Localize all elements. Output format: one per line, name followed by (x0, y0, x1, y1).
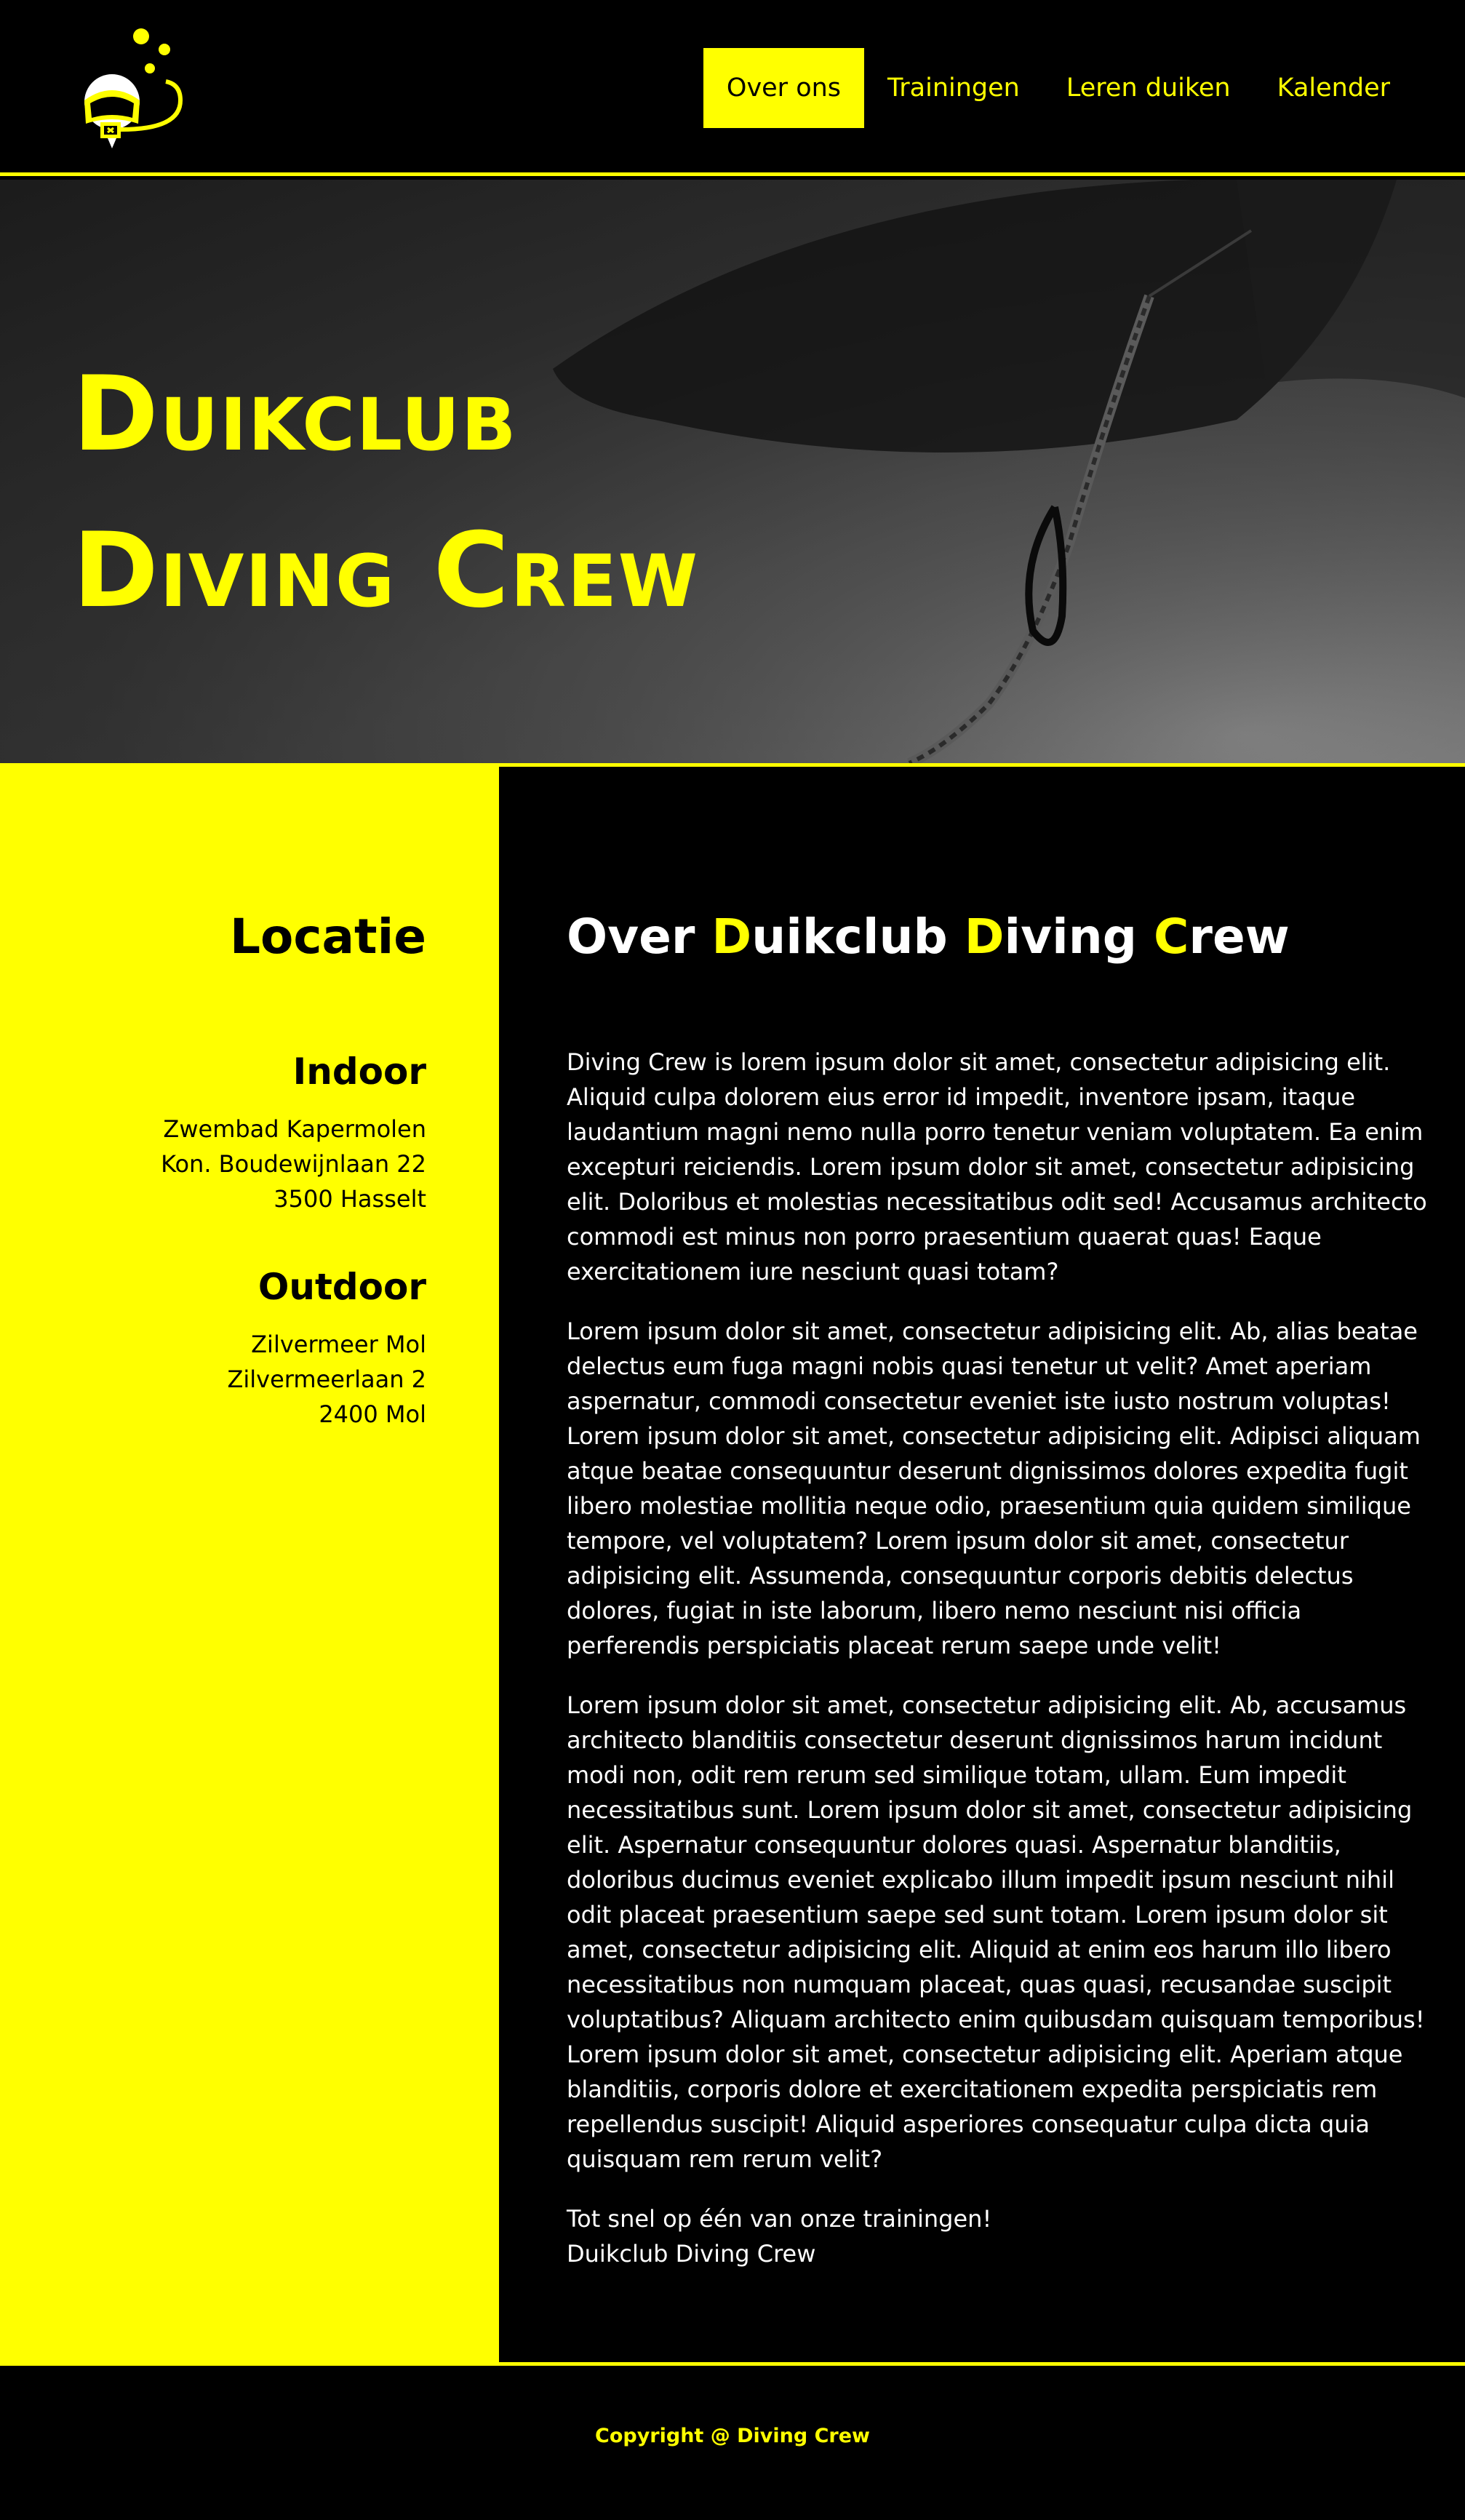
address-line: Kon. Boudewijnlaan 22 (161, 1150, 426, 1178)
address-line: Zilvermeerlaan 2 (227, 1365, 426, 1393)
paragraph: Diving Crew is lorem ipsum dolor sit amet, consectetur adipisicing elit. Aliquid culpa dolorem eius error id impedit, inventore ipsam, itaque laudantium magni nemo nulla porro tenetur veniam voluptatem. Ea enim excepturi reiciendis. Lorem ipsum dolor sit amet, consectetur adipisicing elit. Doloribus et molestias necessitatibus odit sed! Accusamus architecto commodi est minus non porro praesentium quaerat quas! Eaque exercitationem iure nesciunt quasi totam? (567, 1048, 1427, 1285)
location-heading: Locatie (230, 909, 426, 965)
logo-link[interactable] (71, 28, 188, 150)
about-title: Over Duikclub Diving Crew (567, 909, 1290, 965)
address-line: Zwembad Kapermolen (163, 1115, 426, 1143)
address-line: 3500 Hasselt (274, 1185, 426, 1213)
copyright-text: Copyright @ Diving Crew (595, 2425, 870, 2447)
about-content (496, 767, 1465, 2362)
address-line: 2400 Mol (319, 1400, 426, 1428)
closing-line: Tot snel op één van onze trainingen! (567, 2205, 992, 2233)
nav-item-over-ons[interactable]: Over ons (703, 48, 864, 128)
hero-banner (0, 180, 1465, 763)
nav-item-trainingen[interactable]: Trainingen (887, 73, 1020, 103)
paragraph: Lorem ipsum dolor sit amet, consectetur adipisicing elit. Ab, accusamus architecto blanditiis consectetur deserunt dignissimos harum incidunt modi non, odit rem rerum sed similique totam, ullam. Eum impedit necessitatibus sunt. Lorem ipsum dolor sit amet, consectetur adipisicing elit. Aspernatur consequuntur dolores quasi. Aspernatur blanditiis, doloribus ducimus eveniet explicabo illum impedit ipsum nesciunt nihil odit placeat praesentium saepe sed sunt totam. Lorem ipsum dolor sit amet, consectetur adipisicing elit. Aliquid at enim eos harum illo libero necessitatibus non numquam placeat, quas quasi, recusandae suscipit voluptatibus? Aliquam architecto enim quibusdam quisquam temporibus! Lorem ipsum dolor sit amet, consectetur adipisicing elit. Aperiam atque blanditiis, corporis dolore et exercitationem expedita perspiciatis rem repellendus suscipit! Aliquid asperiores consequatur culpa dicta quia quisquam rem rerum velit? (567, 1691, 1425, 2173)
outdoor-location (19, 1266, 426, 1432)
hero-title-line-2: Diving Crew (73, 511, 699, 631)
hero-title (73, 336, 699, 649)
site-footer (0, 2366, 1465, 2520)
diver-mask-icon (71, 28, 188, 150)
site-header (0, 0, 1465, 176)
indoor-address (19, 1112, 426, 1216)
main-nav (703, 48, 1413, 128)
nav-item-kalender[interactable]: Kalender (1277, 73, 1390, 103)
address-line: Zilvermeer Mol (251, 1331, 426, 1358)
indoor-heading: Indoor (292, 1050, 426, 1093)
outdoor-address (19, 1327, 426, 1432)
indoor-location (19, 1050, 426, 1216)
location-sidebar (0, 767, 496, 2362)
paragraph: Lorem ipsum dolor sit amet, consectetur adipisicing elit. Ab, alias beatae delectus eum fuga magni nobis quasi tenetur ut velit? Amet aperiam aspernatur, commodi consectetur eveniet iste iusto nostrum voluptas! Lorem ipsum dolor sit amet, consectetur adipisicing elit. Adipisci aliquam atque beatae consequuntur deserunt dignissimos dolores expedita fugit libero molestiae mollitia neque odio, praesentium quia quidem similique tempore, vel voluptatem? Lorem ipsum dolor sit amet, consectetur adipisicing elit. Assumenda, consequuntur corporis debitis delectus dolores, fugiat in iste laborum, libero nemo nesciunt nisi officia perferendis perspiciatis placeat rerum saepe unde velit! (567, 1317, 1421, 1659)
about-body (567, 1045, 1432, 2271)
hero-title-line-1: Duikclub (73, 354, 518, 474)
signature-line: Duikclub Diving Crew (567, 2240, 816, 2268)
outdoor-heading: Outdoor (258, 1266, 426, 1308)
closing-signature (567, 2201, 1432, 2271)
nav-item-leren-duiken[interactable]: Leren duiken (1066, 73, 1231, 103)
